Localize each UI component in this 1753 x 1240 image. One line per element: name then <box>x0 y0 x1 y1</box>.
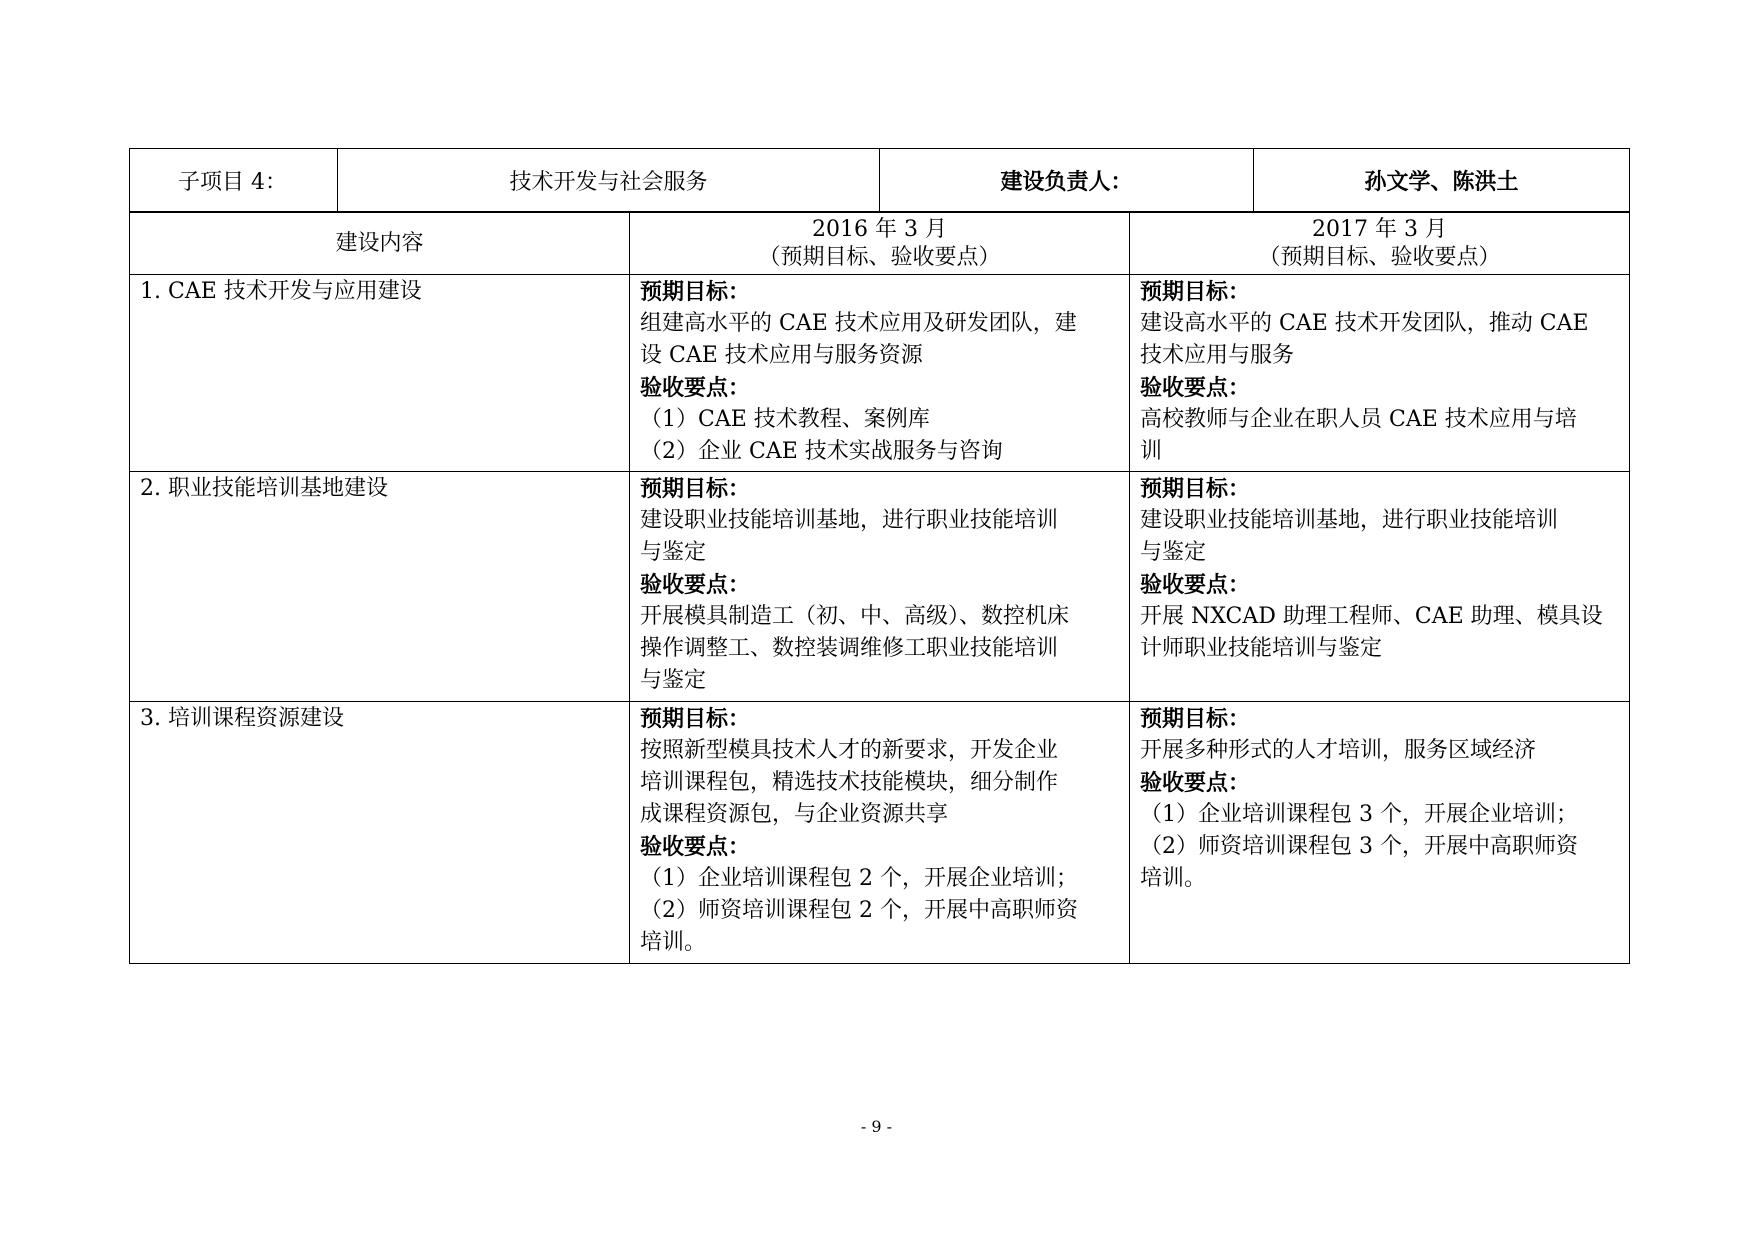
row-3-2016-goal-line: 培训课程包，精选技术技能模块，细分制作 <box>640 770 1059 795</box>
subproject-label: 子项目 4： <box>130 149 338 212</box>
row-2-2017-goal-line: 与鉴定 <box>1140 540 1207 565</box>
row-2-2016-goal-line: 建设职业技能培训基地，进行职业技能培训 <box>640 508 1059 533</box>
goal-label: 预期目标： <box>640 706 751 732</box>
subproject-name: 技术开发与社会服务 <box>338 149 880 212</box>
row-3-2016-acceptance-line: （2）师资培训课程包 2 个，开展中高职师资 <box>640 898 1078 923</box>
row-1-item-text: 1. CAE 技术开发与应用建设 <box>140 279 422 304</box>
page-number: - 9 - <box>860 1117 893 1136</box>
row-1-2017-acceptance-line: 训 <box>1140 439 1163 464</box>
row-3-2016-goal-line: 成课程资源包，与企业资源共享 <box>640 802 949 827</box>
row-1-2016-acceptance-line: （1）CAE 技术教程、案例库 <box>640 407 930 432</box>
row-3-2017-acceptance-line: （1）企业培训课程包 3 个，开展企业培训； <box>1140 802 1578 827</box>
row-3-item <box>130 702 630 964</box>
row-1-2017-goal-line: 技术应用与服务 <box>1140 343 1295 368</box>
row-1-2016-acceptance-line: （2）企业 CAE 技术实战服务与咨询 <box>640 439 1003 464</box>
acceptance-label: 验收要点： <box>1140 770 1251 796</box>
row-3-2017-acceptance-line: 培训。 <box>1140 866 1207 891</box>
col-2017-date: 2017 年 3 月 <box>1312 216 1447 242</box>
row-2-2016-goal-line: 与鉴定 <box>640 540 707 565</box>
row-1-item <box>130 275 630 472</box>
row-2-2016-acceptance-line: 与鉴定 <box>640 668 707 693</box>
col-2017-subtitle: （预期目标、验收要点） <box>1258 244 1501 270</box>
row-2-item <box>130 472 630 702</box>
table-row <box>130 275 1630 472</box>
goal-label: 预期目标： <box>640 476 751 502</box>
row-1-2016-goal-line: 设 CAE 技术应用与服务资源 <box>640 343 923 368</box>
row-3-2016-acceptance-line: 培训。 <box>640 930 707 955</box>
table-row <box>130 472 1630 702</box>
col-2017-header <box>1130 213 1630 275</box>
content-header-label: 建设内容 <box>335 230 424 256</box>
header-table <box>129 148 1630 212</box>
acceptance-label: 验收要点： <box>640 572 751 598</box>
goal-label: 预期目标： <box>1140 279 1251 305</box>
row-3-item-text: 3. 培训课程资源建设 <box>140 706 344 731</box>
col-2016-header <box>630 213 1130 275</box>
row-3-2017-acceptance-line: （2）师资培训课程包 3 个，开展中高职师资 <box>1140 834 1578 859</box>
row-2-2017 <box>1130 472 1630 702</box>
row-3-2017-goal-line: 开展多种形式的人才培训，服务区域经济 <box>1140 738 1537 763</box>
table-header-row <box>130 213 1630 275</box>
header-row <box>130 149 1630 212</box>
row-2-2017-acceptance-line: 开展 NXCAD 助理工程师、CAE 助理、模具设 <box>1140 604 1603 629</box>
leader-names: 孙文学、陈洪土 <box>1254 149 1630 212</box>
goal-label: 预期目标： <box>1140 706 1251 732</box>
goal-label: 预期目标： <box>640 279 751 305</box>
content-header <box>130 213 630 275</box>
goal-label: 预期目标： <box>1140 476 1251 502</box>
leader-label: 建设负责人： <box>880 149 1254 212</box>
row-2-2016 <box>630 472 1130 702</box>
row-1-2017-acceptance-line: 高校教师与企业在职人员 CAE 技术应用与培 <box>1140 407 1577 432</box>
row-1-2016 <box>630 275 1130 472</box>
row-2-item-text: 2. 职业技能培训基地建设 <box>140 476 388 501</box>
acceptance-label: 验收要点： <box>1140 375 1251 401</box>
row-1-2017-goal-line: 建设高水平的 CAE 技术开发团队，推动 CAE <box>1140 311 1589 336</box>
row-3-2016 <box>630 702 1130 964</box>
table-row <box>130 702 1630 964</box>
construction-table <box>129 212 1630 964</box>
row-2-2016-acceptance-line: 开展模具制造工（初、中、高级）、数控机床 <box>640 604 1070 629</box>
acceptance-label: 验收要点： <box>1140 572 1251 598</box>
row-3-2016-goal-line: 按照新型模具技术人才的新要求，开发企业 <box>640 738 1059 763</box>
acceptance-label: 验收要点： <box>640 834 751 860</box>
col-2016-subtitle: （预期目标、验收要点） <box>758 244 1001 270</box>
col-2016-date: 2016 年 3 月 <box>812 216 947 242</box>
row-2-2016-acceptance-line: 操作调整工、数控装调维修工职业技能培训 <box>640 636 1059 661</box>
row-1-2017 <box>1130 275 1630 472</box>
row-2-2017-goal-line: 建设职业技能培训基地，进行职业技能培训 <box>1140 508 1559 533</box>
row-1-2016-goal-line: 组建高水平的 CAE 技术应用及研发团队，建 <box>640 311 1077 336</box>
acceptance-label: 验收要点： <box>640 375 751 401</box>
row-3-2017 <box>1130 702 1630 964</box>
row-2-2017-acceptance-line: 计师职业技能培训与鉴定 <box>1140 636 1383 661</box>
row-3-2016-acceptance-line: （1）企业培训课程包 2 个，开展企业培训； <box>640 866 1078 891</box>
